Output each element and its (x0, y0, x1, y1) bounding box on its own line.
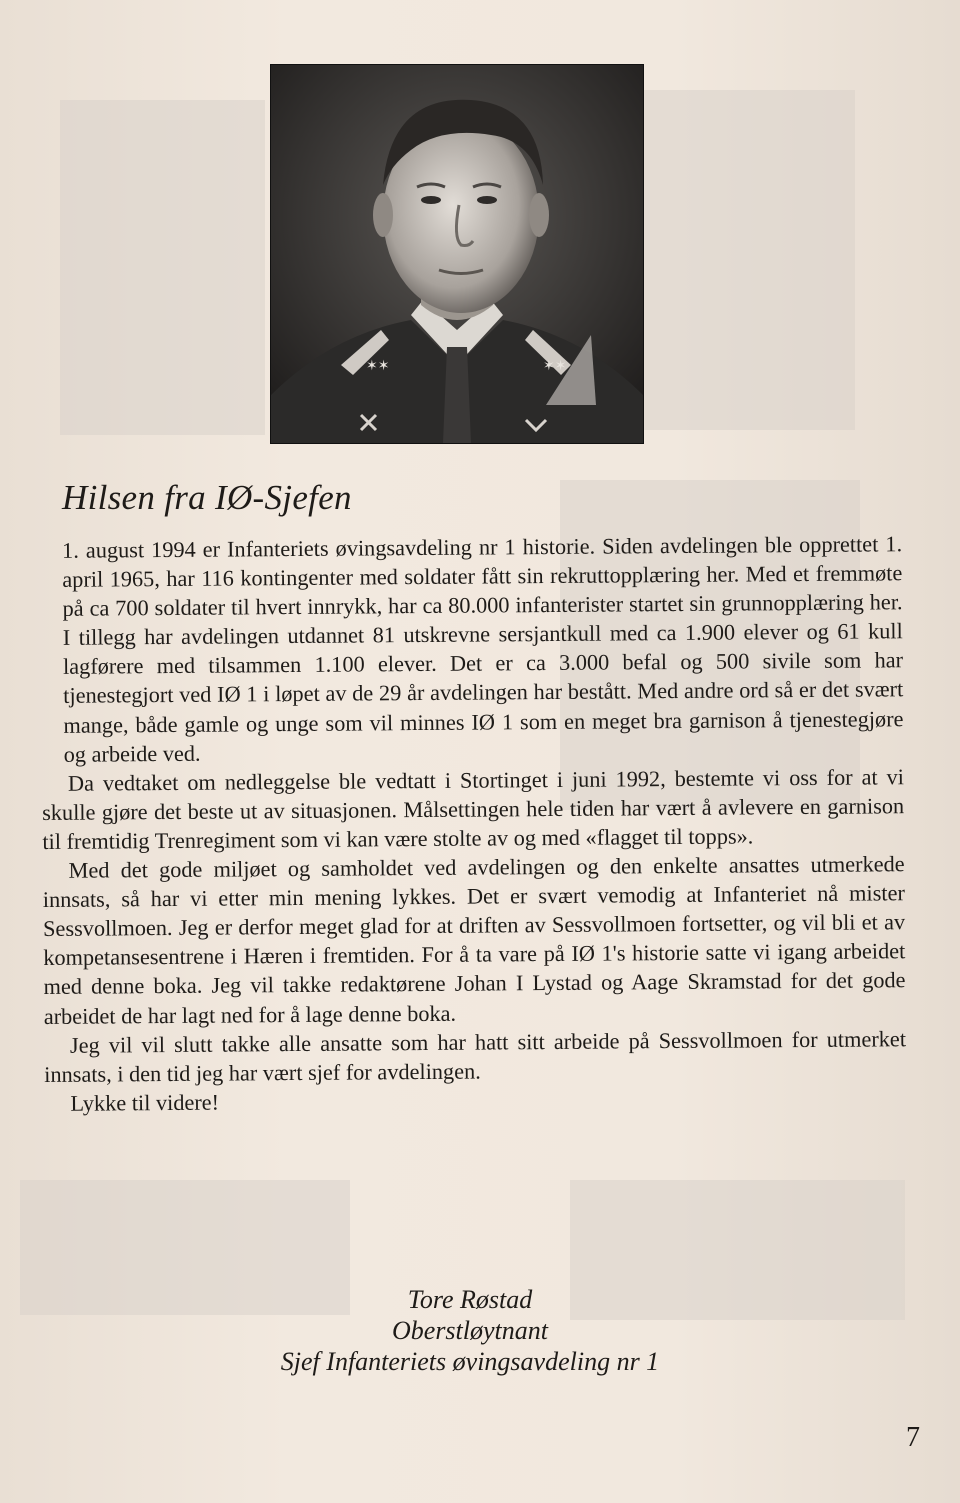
svg-text:✶✶: ✶✶ (366, 358, 390, 374)
portrait-photo (270, 64, 644, 444)
letter-body (40, 529, 907, 1118)
signature-rank: Oberstløytnant (392, 1316, 548, 1345)
paragraph: Med det gode miljøet og samholdet ved avdelingen og den enkelte ansattes utmerkede innsats, så har vi etter min mening lykkes. Det er svært vemodig at Infanteriet nå mister Sessvollmoen. Jeg er derfor meget glad for at driften av Sessvollmoen fortsetter, og vil bli et av kompetansesentrene i Hæren i fremtiden. For å ta vare på IØ 1's historie satte vi igang arbeidet med denne boka. Jeg vil takke redaktørene Johan I Lystad og Aage Skramstad for det gode arbeidet de har lagt ned for å lage denne boka. (42, 851, 906, 1029)
paragraph: Jeg vil vil slutt takke alle ansatte som har hatt sitt arbeide på Sessvollmoen for utmerket innsats, i den tid jeg har vært sjef for avdelingen. (44, 1025, 907, 1087)
showthrough-photo (640, 90, 855, 430)
signature-name: Tore Røstad (407, 1285, 533, 1314)
paragraph: 1. august 1994 er Infanteriets øvingsavdeling nr 1 historie. Siden avdelingen ble opprettet 1. april 1965, har 116 kontingenter med soldater fått sin rekruttopplæring her. Med et fremmøte på ca 700 soldater til hvert innrykk, har ca 80.000 infanterister startet sin grunnopplæring her. I tillegg har avdelingen utdannet 81 utskrevne sersjantkull med ca 1.900 elever og 61 kull lagførere med tilsammen 1.100 elever. Det er ca 3.000 befal og 500 sivile som har tjenestegjort ved IØ 1 i løpet av de 29 år avdelingen har bestått. Med andre ord så er det svært mange, både gamle og unge som vil minnes IØ 1 som en meget bra garnison å tjenestegjøre og arbeide ved. (62, 531, 904, 767)
showthrough-text (120, 48, 129, 86)
svg-text:✶✶: ✶✶ (543, 358, 567, 374)
signature-title: Sjef Infanteriets øvingsavdeling nr 1 (280, 1347, 660, 1376)
showthrough-photo (60, 100, 265, 435)
paragraph: Lykke til videre! (70, 1089, 220, 1116)
page-heading: Hilsen fra IØ-Sjefen (62, 478, 352, 517)
page-number: 7 (906, 1422, 920, 1453)
signature-block (220, 1284, 720, 1377)
paragraph: Da vedtaket om nedleggelse ble vedtatt i Stortinget i juni 1992, bestemte vi oss for at vi skulle gjøre det beste ut av situasjonen. Målsettingen hele tiden har vært å avlevere en garnison til fremtidig Trenregiment som vi kan være stolte av og med «flagget til topps». (42, 763, 905, 854)
